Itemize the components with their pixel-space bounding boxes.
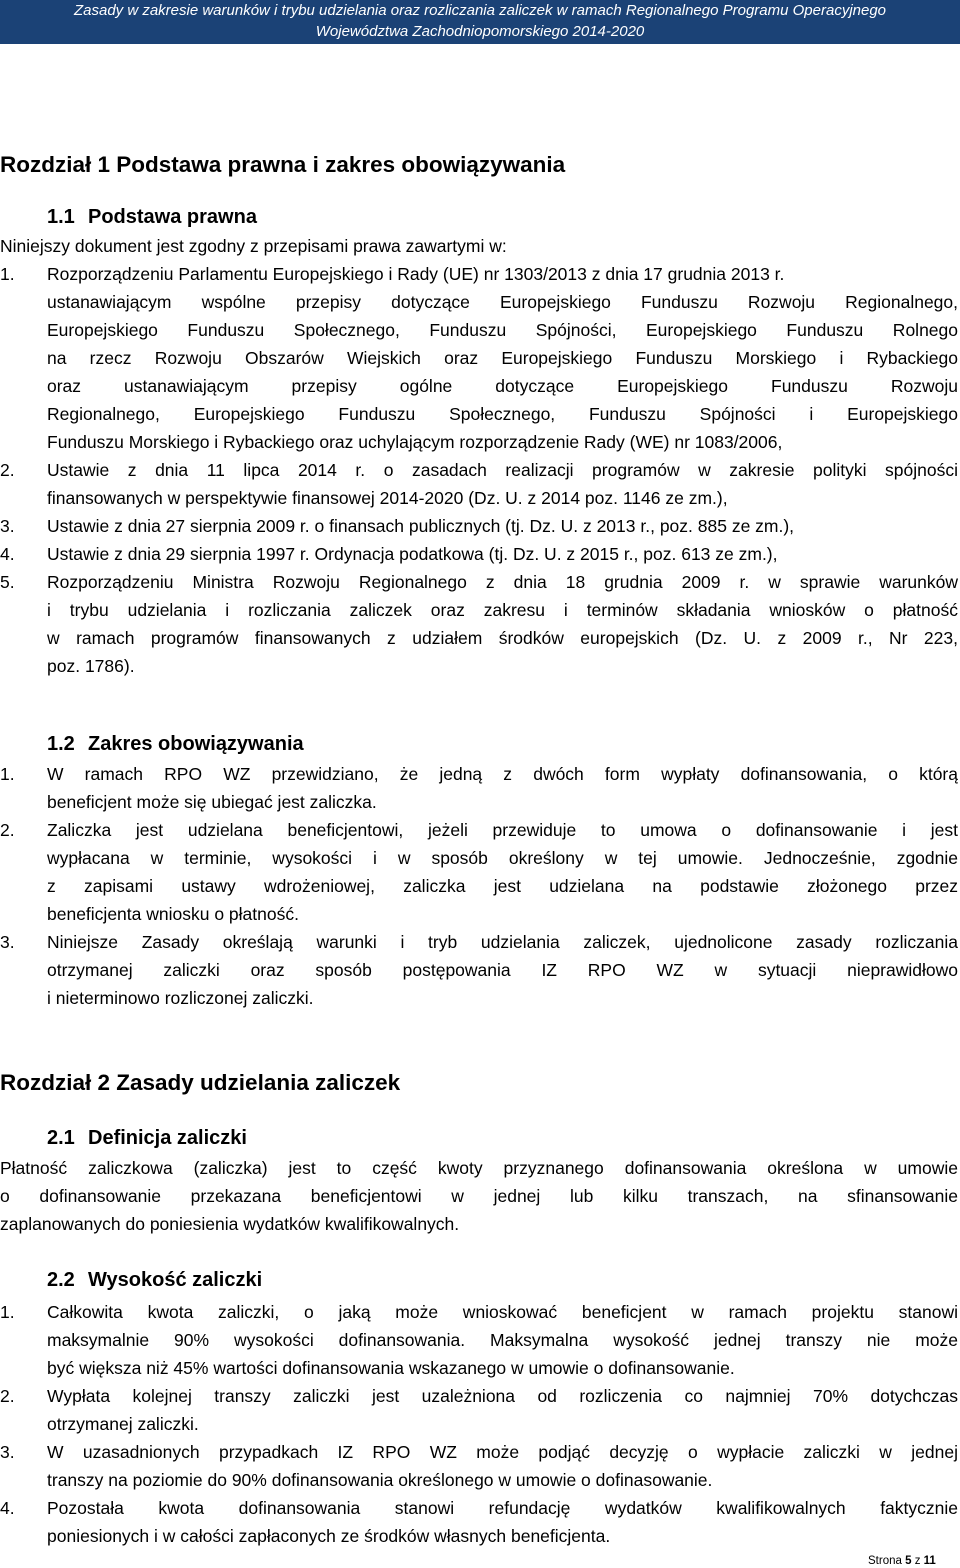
section-2-2-heading	[47, 1269, 262, 1292]
footer-prefix: Strona	[868, 1555, 902, 1567]
list-text-line: Europejskiego Funduszu Społecznego, Funduszu Spójności, Europejskiego Funduszu Rolnego	[47, 320, 958, 340]
section-1-1-heading	[47, 206, 257, 229]
list-number: 1.	[0, 1302, 15, 1322]
list-number: 3.	[0, 932, 15, 952]
list-text-line: Regionalnego, Europejskiego Funduszu Społecznego, Funduszu Spójności i Europejskiego	[47, 404, 958, 424]
section-number: 1.1	[47, 206, 75, 228]
list-text-line: w ramach programów finansowanych z udziałem środków europejskich (Dz. U. z 2009 r., Nr 223,	[47, 628, 958, 648]
list-text-line: oraz ustanawiającym przepisy ogólne dotyczące Europejskiego Funduszu Rozwoju	[47, 376, 958, 396]
section-number: 1.2	[47, 733, 75, 755]
paragraph-line: zaplanowanych do poniesienia wydatków kwalifikowalnych.	[0, 1214, 460, 1234]
list-text-line: Zaliczka jest udzielana beneficjentowi, jeżeli przewiduje to umowa o dofinansowanie i jest	[47, 820, 958, 840]
footer-sep: z	[914, 1555, 921, 1567]
list-text-line: maksymalnie 90% wysokości dofinansowania. Maksymalna wysokość jednej transzy nie może	[47, 1330, 958, 1350]
footer-page: 5	[905, 1555, 912, 1567]
list-text-line: Rozporządzeniu Ministra Rozwoju Regionalnego z dnia 18 grudnia 2009 r. w sprawie warunków	[47, 572, 958, 592]
header-line-1: Zasady w zakresie warunków i trybu udzielania oraz rozliczania zaliczek w ramach Regionalnego Programu Operacyjnego	[73, 2, 887, 19]
document-header	[0, 0, 960, 44]
list-number: 1.	[0, 264, 15, 284]
section-1-2-heading	[47, 733, 304, 756]
list-number: 5.	[0, 572, 15, 592]
list-text-line: transzy na poziomie do 90% dofinansowania określonego w umowie o dofinasowanie.	[47, 1470, 713, 1490]
list-text-line: W uzasadnionych przypadkach IZ RPO WZ może podjąć decyzję o wypłacie zaliczki w jednej	[47, 1442, 958, 1462]
list-text-line: Wypłata kolejnej transzy zaliczki jest uzależniona od rozliczenia co najmniej 70% dotychczas	[47, 1386, 958, 1406]
footer-total: 11	[923, 1555, 936, 1567]
list-number: 3.	[0, 1442, 15, 1462]
list-text-line: otrzymanej zaliczki oraz sposób postępowania IZ RPO WZ w sytuacji nieprawidłowo	[47, 960, 958, 980]
list-text-line: W ramach RPO WZ przewidziano, że jedną z dwóch form wypłaty dofinansowania, o którą	[47, 764, 958, 784]
list-text-line: poniesionych i w całości zapłaconych ze środków własnych beneficjenta.	[47, 1526, 611, 1546]
section-1-1-intro: Niniejszy dokument jest zgodny z przepisami prawa zawartymi w:	[0, 236, 507, 256]
list-text-line: na rzecz Rozwoju Obszarów Wiejskich oraz Europejskiego Funduszu Morskiego i Rybackiego	[47, 348, 958, 368]
list-text-line: beneficjent może się ubiegać jest zaliczka.	[47, 792, 377, 812]
list-text-line: i nieterminowo rozliczonej zaliczki.	[47, 988, 314, 1008]
section-title: Podstawa prawna	[88, 206, 257, 228]
list-text-line: otrzymanej zaliczki.	[47, 1414, 199, 1434]
list-text-line: Ustawie z dnia 29 sierpnia 1997 r. Ordynacja podatkowa (tj. Dz. U. z 2015 r., poz. 613 ze zm.),	[47, 544, 778, 564]
list-number: 4.	[0, 1498, 15, 1518]
paragraph-line: o dofinansowanie przekazana beneficjentowi w jednej lub kilku transzach, na sfinansowanie	[0, 1186, 958, 1206]
section-number: 2.1	[47, 1127, 75, 1149]
section-number: 2.2	[47, 1269, 75, 1291]
list-text-line: finansowanych w perspektywie finansowej 2014-2020 (Dz. U. z 2014 poz. 1146 ze zm.),	[47, 488, 728, 508]
section-title: Wysokość zaliczki	[88, 1269, 263, 1291]
list-number: 4.	[0, 544, 15, 564]
paragraph-line: Płatność zaliczkowa (zaliczka) jest to część kwoty przyznanego dofinansowania określona w umowie	[0, 1158, 958, 1178]
list-text-line: z zapisami ustawy wdrożeniowej, zaliczka jest udzielana na podstawie złożonego przez	[47, 876, 958, 896]
list-number: 2.	[0, 460, 15, 480]
header-line-2: Województwa Zachodniopomorskiego 2014-2020	[315, 23, 645, 40]
list-text-line: beneficjenta wniosku o płatność.	[47, 904, 299, 924]
list-text-line: ustanawiającym wspólne przepisy dotyczące Europejskiego Funduszu Rozwoju Regionalnego,	[47, 292, 958, 312]
section-title: Definicja zaliczki	[88, 1127, 247, 1149]
list-text-line: wypłacana w terminie, wysokości i w sposób określony w tej umowie. Jednocześnie, zgodnie	[47, 848, 958, 868]
list-text-line: Rozporządzeniu Parlamentu Europejskiego i Rady (UE) nr 1303/2013 z dnia 17 grudnia 2013 r.	[47, 264, 785, 284]
list-number: 1.	[0, 764, 15, 784]
list-text-line: być większa niż 45% wartości dofinansowania wskazanego w umowie o dofinansowanie.	[47, 1358, 735, 1378]
chapter-2-title: Rozdział 2 Zasady udzielania zaliczek	[0, 1070, 401, 1095]
page-number-footer	[868, 1555, 936, 1567]
section-title: Zakres obowiązywania	[88, 733, 304, 755]
list-text-line: poz. 1786).	[47, 656, 135, 676]
list-number: 2.	[0, 1386, 15, 1406]
list-text-line: Funduszu Morskiego i Rybackiego oraz uchylającym rozporządzenie Rady (WE) nr 1083/2006,	[47, 432, 783, 452]
list-number: 2.	[0, 820, 15, 840]
section-2-1-heading	[47, 1127, 247, 1150]
chapter-1-title: Rozdział 1 Podstawa prawna i zakres obowiązywania	[0, 152, 566, 177]
list-text-line: Niniejsze Zasady określają warunki i tryb udzielania zaliczek, ujednolicone zasady rozliczania	[47, 932, 958, 952]
list-text-line: Całkowita kwota zaliczki, o jaką może wnioskować beneficjent w ramach projektu stanowi	[47, 1302, 958, 1322]
list-text-line: i trybu udzielania i rozliczania zaliczek oraz zakresu i terminów składania wniosków o płatność	[47, 600, 958, 620]
list-text-line: Ustawie z dnia 11 lipca 2014 r. o zasadach realizacji programów w zakresie polityki spójności	[47, 460, 958, 480]
list-number: 3.	[0, 516, 15, 536]
list-text-line: Ustawie z dnia 27 sierpnia 2009 r. o finansach publicznych (tj. Dz. U. z 2013 r., poz. 885 ze zm.),	[47, 516, 795, 536]
list-text-line: Pozostała kwota dofinansowania stanowi refundację wydatków kwalifikowalnych faktycznie	[47, 1498, 958, 1518]
